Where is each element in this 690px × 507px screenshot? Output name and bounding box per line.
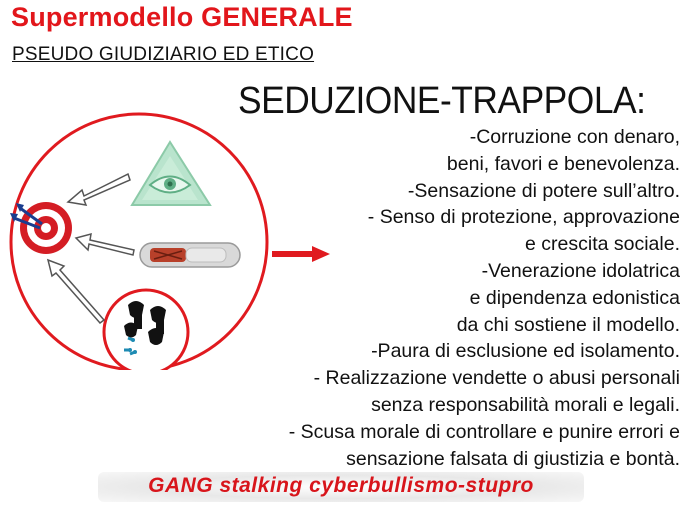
list-item: sensazione falsata di giustizia e bontà.: [346, 447, 680, 470]
list-item: - Realizzazione vendette o abusi personali: [313, 367, 680, 390]
page-subtitle: PSEUDO GIUDIZIARIO ED ETICO: [12, 44, 315, 65]
list-item: e dipendenza edonistica: [469, 286, 680, 309]
text-list: [160, 124, 680, 472]
list-item: -Corruzione con denaro,: [469, 126, 680, 148]
list-item: -Sensazione di potere sull’altro.: [407, 179, 680, 202]
footer-banner: GANG stalking cyberbullismo-stupro: [148, 474, 534, 497]
list-item: -Venerazione idolatrica: [481, 259, 680, 282]
list-item: - Senso di protezione, approvazione: [367, 206, 680, 229]
list-item: da chi sostiene il modello.: [456, 313, 680, 336]
section-heading: SEDUZIONE-TRAPPOLA:: [238, 80, 646, 122]
page-title: Supermodello GENERALE: [11, 2, 353, 32]
list-item: - Scusa morale di controllare e punire errori e: [288, 420, 680, 443]
list-item: -Paura di esclusione ed isolamento.: [371, 340, 680, 363]
list-item: e crescita sociale.: [525, 233, 680, 256]
list-item: senza responsabilità morali e legali.: [371, 393, 680, 416]
list-item: beni, favori e benevolenza.: [446, 152, 680, 175]
